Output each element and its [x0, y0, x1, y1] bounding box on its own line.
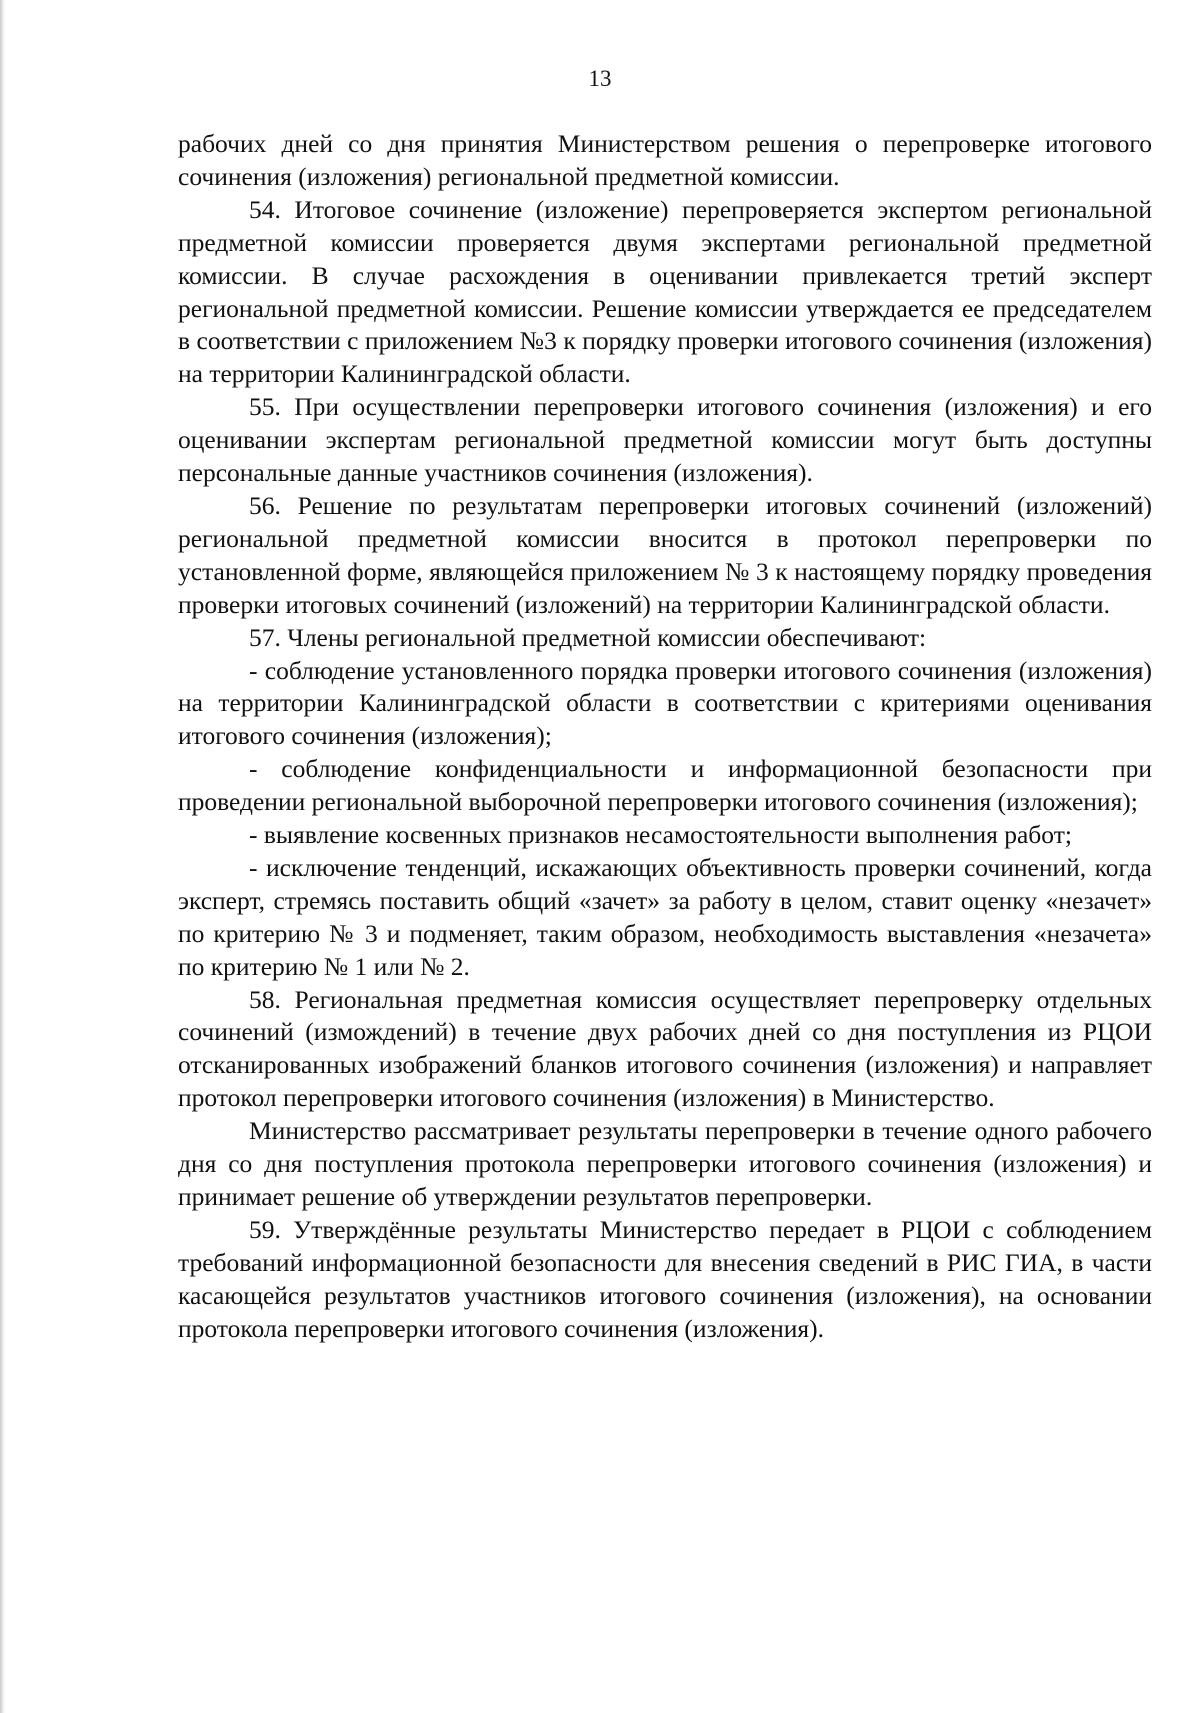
document-body: [178, 128, 1152, 1346]
paragraph-56: 56. Решение по результатам перепроверки итоговых сочинений (изложений) региональной предметной комиссии вносится в протокол перепроверки по установленной форме, являющейся приложением № 3 к настоящему порядку проведения проверки итоговых сочинений (изложений) на территории Калининградской области.: [178, 490, 1152, 619]
list-item-57-4: - исключение тенденций, искажающих объективность проверки сочинений, когда эксперт, стремясь поставить общий «зачет» за работу в целом, ставит оценку «незачет» по критерию № 3 и подменяет, таким образом, необходимость выставления «незачета» по критерию № 1 или № 2.: [178, 852, 1152, 981]
paragraph-55: 55. При осуществлении перепроверки итогового сочинения (изложения) и его оценивании экспертам региональной предметной комиссии могут быть доступны персональные данные участников сочинения (изложения).: [178, 392, 1152, 488]
paragraph-54: 54. Итоговое сочинение (изложение) перепроверяется экспертом региональной предметной комиссии проверяется двумя экспертами региональной предметной комиссии. В случае расхождения в оценивании привлекается третий эксперт региональной предметной комиссии. Решение комиссии утверждается ее председателем в соответствии с приложением №3 к порядку проверки итогового сочинения (изложения) на территории Калининградской области.: [178, 194, 1152, 389]
scan-edge-shadow: [0, 0, 5, 1713]
paragraph-continued: рабочих дней со дня принятия Министерством решения о перепроверке итогового сочинения (изложения) региональной предметной комиссии.: [178, 129, 1152, 191]
paragraph-ministry-review: Министерство рассматривает результаты перепроверки в течение одного рабочего дня со дня поступления протокола перепроверки итогового сочинения (изложения) и принимает решение об утверждении результатов перепроверки.: [178, 1116, 1152, 1211]
list-item-57-1: - соблюдение установленного порядка проверки итогового сочинения (изложения) на территории Калининградской области в соответствии с критериями оценивания итогового сочинения (изложения);: [178, 655, 1152, 751]
paragraph-57: 57. Члены региональной предметной комиссии обеспечивают:: [249, 622, 927, 652]
paragraph-59: 59. Утверждённые результаты Министерство передает в РЦОИ с соблюдением требований информационной безопасности для внесения сведений в РИС ГИА, в части касающейся результатов участников итогового сочинения (изложения), на основании протокола перепроверки итогового сочинения (изложения).: [178, 1214, 1152, 1343]
list-item-57-3: - выявление косвенных признаков несамостоятельности выполнения работ;: [249, 820, 1072, 850]
page-number: 13: [588, 66, 612, 91]
list-item-57-2: - соблюдение конфиденциальности и информационной безопасности при проведении региональной выборочной перепроверки итогового сочинения (изложения);: [178, 754, 1152, 817]
paragraph-58: 58. Региональная предметная комиссия осуществляет перепроверку отдельных сочинений (измождений) в течение двух рабочих дней со дня поступления из РЦОИ отсканированных изображений бланков итогового сочинения (изложения) и направляет протокол перепроверки итогового сочинения (изложения) в Министерство.: [178, 984, 1152, 1113]
